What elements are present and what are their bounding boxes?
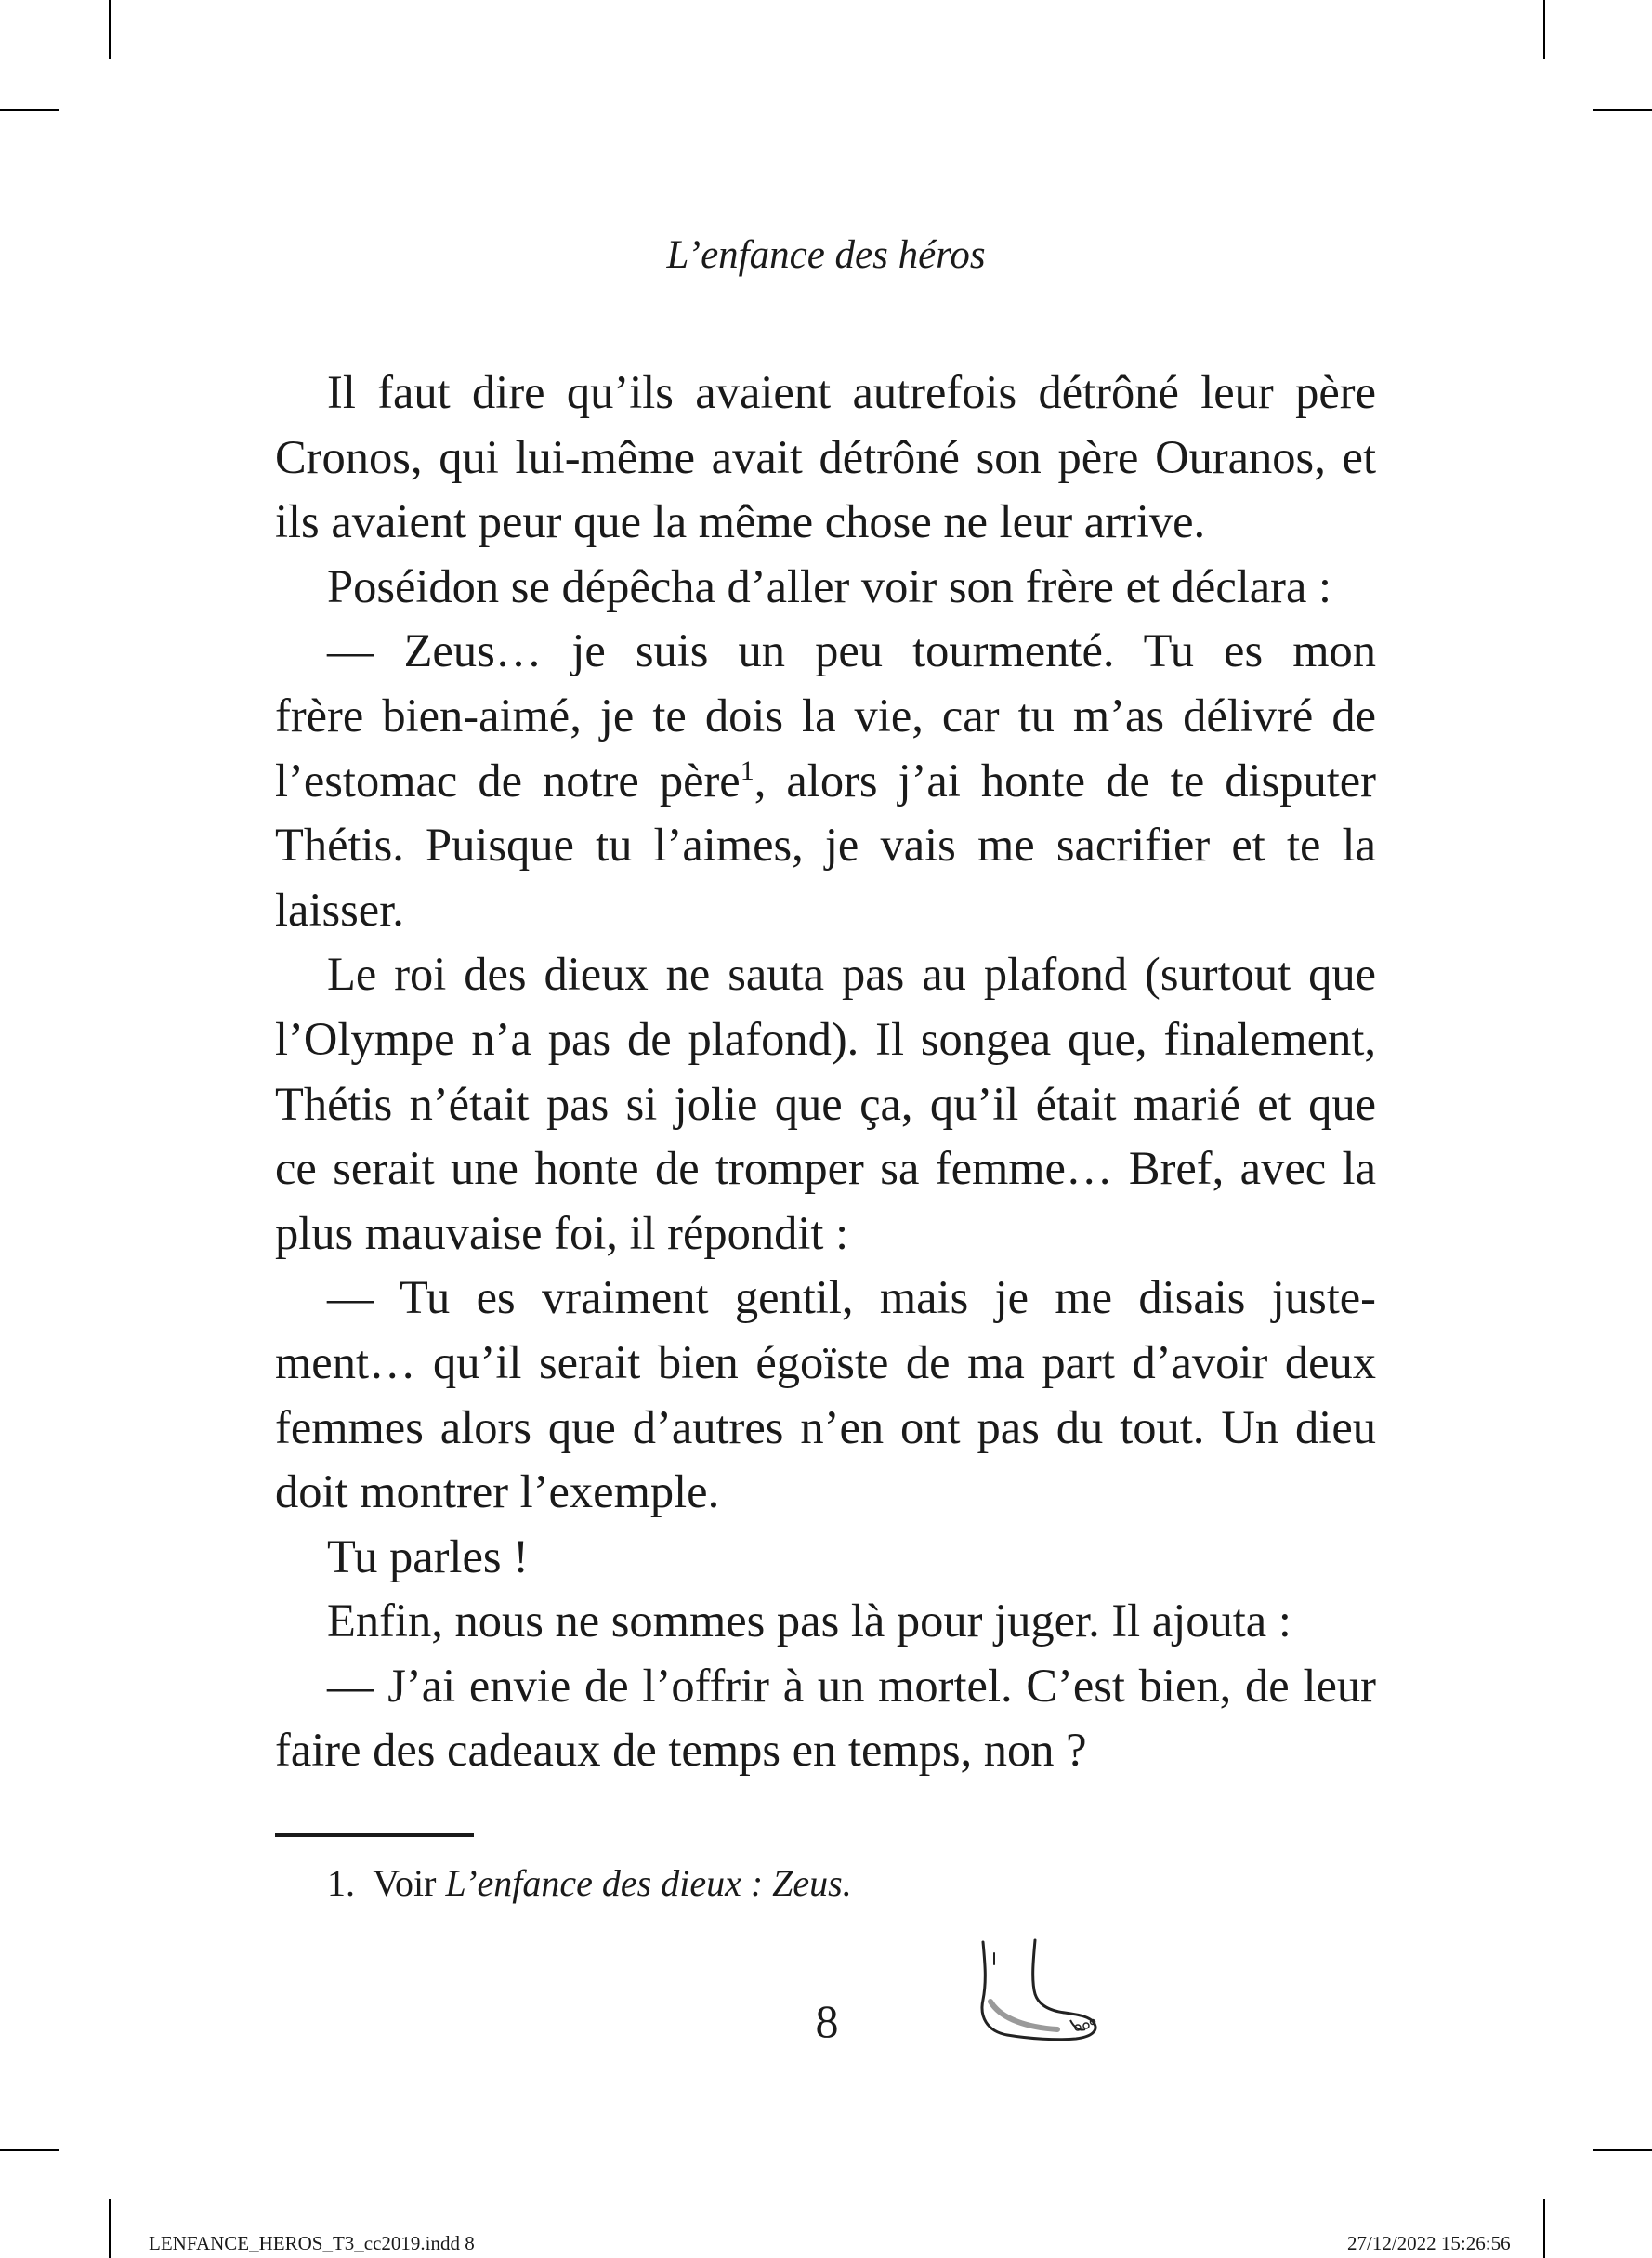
text-line: laisser. xyxy=(275,883,404,936)
crop-mark-right-bottom xyxy=(1593,2149,1652,2151)
text-line: plus mauvaise foi, il répondit : xyxy=(275,1206,849,1259)
text-line: — Tu es vraiment gentil, mais je me disais juste- xyxy=(327,1271,1376,1324)
text-line: Thétis n’était pas si jolie que ça, qu’il était marié et que xyxy=(275,1077,1376,1130)
text-line: — J’ai envie de l’offrir à un mortel. C’est bien, de leur xyxy=(327,1659,1376,1712)
text-line xyxy=(275,749,1376,814)
text-line: Le roi des dieux ne sauta pas au plafond (surtout que xyxy=(327,948,1376,1001)
crop-mark-bottom-left xyxy=(109,2199,111,2258)
text-line: Tu parles ! xyxy=(327,1529,529,1582)
crop-mark-top-left xyxy=(109,0,111,59)
text-line: ce serait une honte de tromper sa femme… Bref, avec la xyxy=(275,1142,1376,1195)
text-line: frère bien-aimé, je te dois la vie, car tu m’as délivré de xyxy=(275,689,1376,742)
crop-mark-left-bottom xyxy=(0,2149,59,2151)
footnote-rule xyxy=(275,1833,474,1837)
page-number: 8 xyxy=(815,1995,839,2047)
text-line: Il faut dire qu’ils avaient autrefois détrôné leur père xyxy=(327,366,1376,418)
footnote-reference: 1 xyxy=(740,755,754,786)
body-text xyxy=(275,361,1376,1783)
text-segment: , alors j’ai honte de te disputer xyxy=(754,754,1376,807)
foot-icon xyxy=(974,1935,1104,2046)
text-line: faire des cadeaux de temps en temps, non ? xyxy=(275,1724,1087,1777)
running-head: L’enfance des héros xyxy=(666,233,986,277)
slug-filename: LENFANCE_HEROS_T3_cc2019.indd 8 xyxy=(149,2232,475,2254)
text-line: femmes alors que d’autres n’en ont pas du tout. Un dieu xyxy=(275,1400,1376,1453)
crop-mark-bottom-right xyxy=(1543,2199,1545,2258)
footnote xyxy=(327,1860,852,1907)
crop-mark-right-top xyxy=(1593,109,1652,111)
footnote-prefix: Voir xyxy=(373,1862,437,1904)
text-line: l’Olympe n’a pas de plafond). Il songea que, finalement, xyxy=(275,1012,1376,1065)
text-line: — Zeus… je suis un peu tourmenté. Tu es mon xyxy=(327,624,1376,677)
footnote-number: 1. xyxy=(327,1862,355,1904)
text-line: Cronos, qui lui-même avait détrôné son père Ouranos, et xyxy=(275,430,1376,483)
text-line: ment… qu’il serait bien égoïste de ma part d’avoir deux xyxy=(275,1335,1376,1388)
text-line: doit montrer l’exemple. xyxy=(275,1465,720,1518)
text-segment: l’estomac de notre père xyxy=(275,754,741,807)
text-line: Poséidon se dépêcha d’aller voir son frère et déclara : xyxy=(327,559,1332,612)
crop-mark-top-right xyxy=(1543,0,1545,59)
text-line: Thétis. Puisque tu l’aimes, je vais me sacrifier et te la xyxy=(275,819,1376,872)
text-line: Enfin, nous ne sommes pas là pour juger. Il ajouta : xyxy=(327,1595,1291,1648)
crop-mark-left-top xyxy=(0,109,59,111)
footnote-title: L’enfance des dieux : Zeus. xyxy=(445,1862,852,1904)
text-line: ils avaient peur que la même chose ne leur arrive. xyxy=(275,495,1206,548)
slug-datetime: 27/12/2022 15:26:56 xyxy=(1347,2232,1511,2254)
